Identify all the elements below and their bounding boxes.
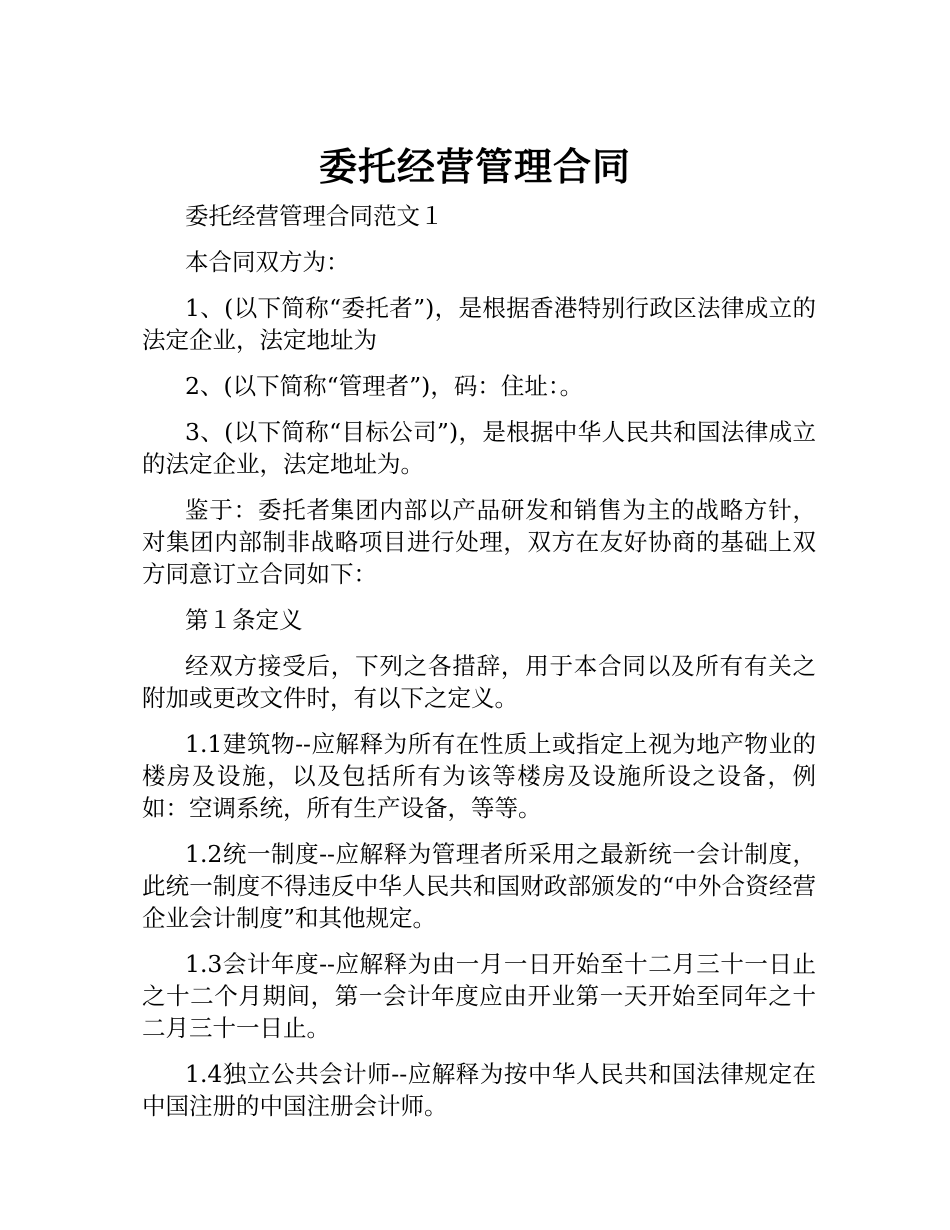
paragraph-clause-1-2: 1.2统一制度--应解释为管理者所采用之最新统一会计制度，此统一制度不得违反中华人民共和国财政部颁发的“中外合资经营企业会计制度”和其他规定。 <box>142 840 816 932</box>
paragraph-parties-intro: 本合同双方为： <box>185 248 350 276</box>
paragraph-article-1-heading: 第１条定义 <box>185 606 303 634</box>
paragraph-definitions-intro: 经双方接受后，下列之各措辞，用于本合同以及所有有关之附加或更改文件时，有以下之定义。 <box>142 652 816 712</box>
paragraph-party-manager: 2、(以下简称“管理者”)，码：住址：。 <box>185 372 584 400</box>
paragraph-clause-1-4: 1.4独立公共会计师--应解释为按中华人民共和国法律规定在中国注册的中国注册会计师。 <box>142 1060 816 1120</box>
paragraph-heading-sample: 委托经营管理合同范文１ <box>185 202 444 230</box>
paragraph-clause-1-3: 1.3会计年度--应解释为由一月一日开始至十二月三十一日止之十二个月期间，第一会计年度应由开业第一天开始至同年之十二月三十一日止。 <box>142 950 816 1042</box>
page-title: 委托经营管理合同 <box>318 145 631 190</box>
paragraph-party-target-company: 3、(以下简称“目标公司”)，是根据中华人民共和国法律成立的法定企业，法定地址为。 <box>142 418 816 478</box>
paragraph-party-entrustor: 1、(以下简称“委托者”)，是根据香港特别行政区法律成立的法定企业，法定地址为 <box>142 294 816 354</box>
document-body <box>142 200 816 1136</box>
paragraph-whereas: 鉴于：委托者集团内部以产品研发和销售为主的战略方针，对集团内部制非战略项目进行处理，双方在友好协商的基础上双方同意订立合同如下： <box>142 496 816 588</box>
paragraph-clause-1-1: 1.1建筑物--应解释为所有在性质上或指定上视为地产物业的楼房及设施，以及包括所有为该等楼房及设施所设之设备，例如：空调系统，所有生产设备，等等。 <box>142 730 816 822</box>
